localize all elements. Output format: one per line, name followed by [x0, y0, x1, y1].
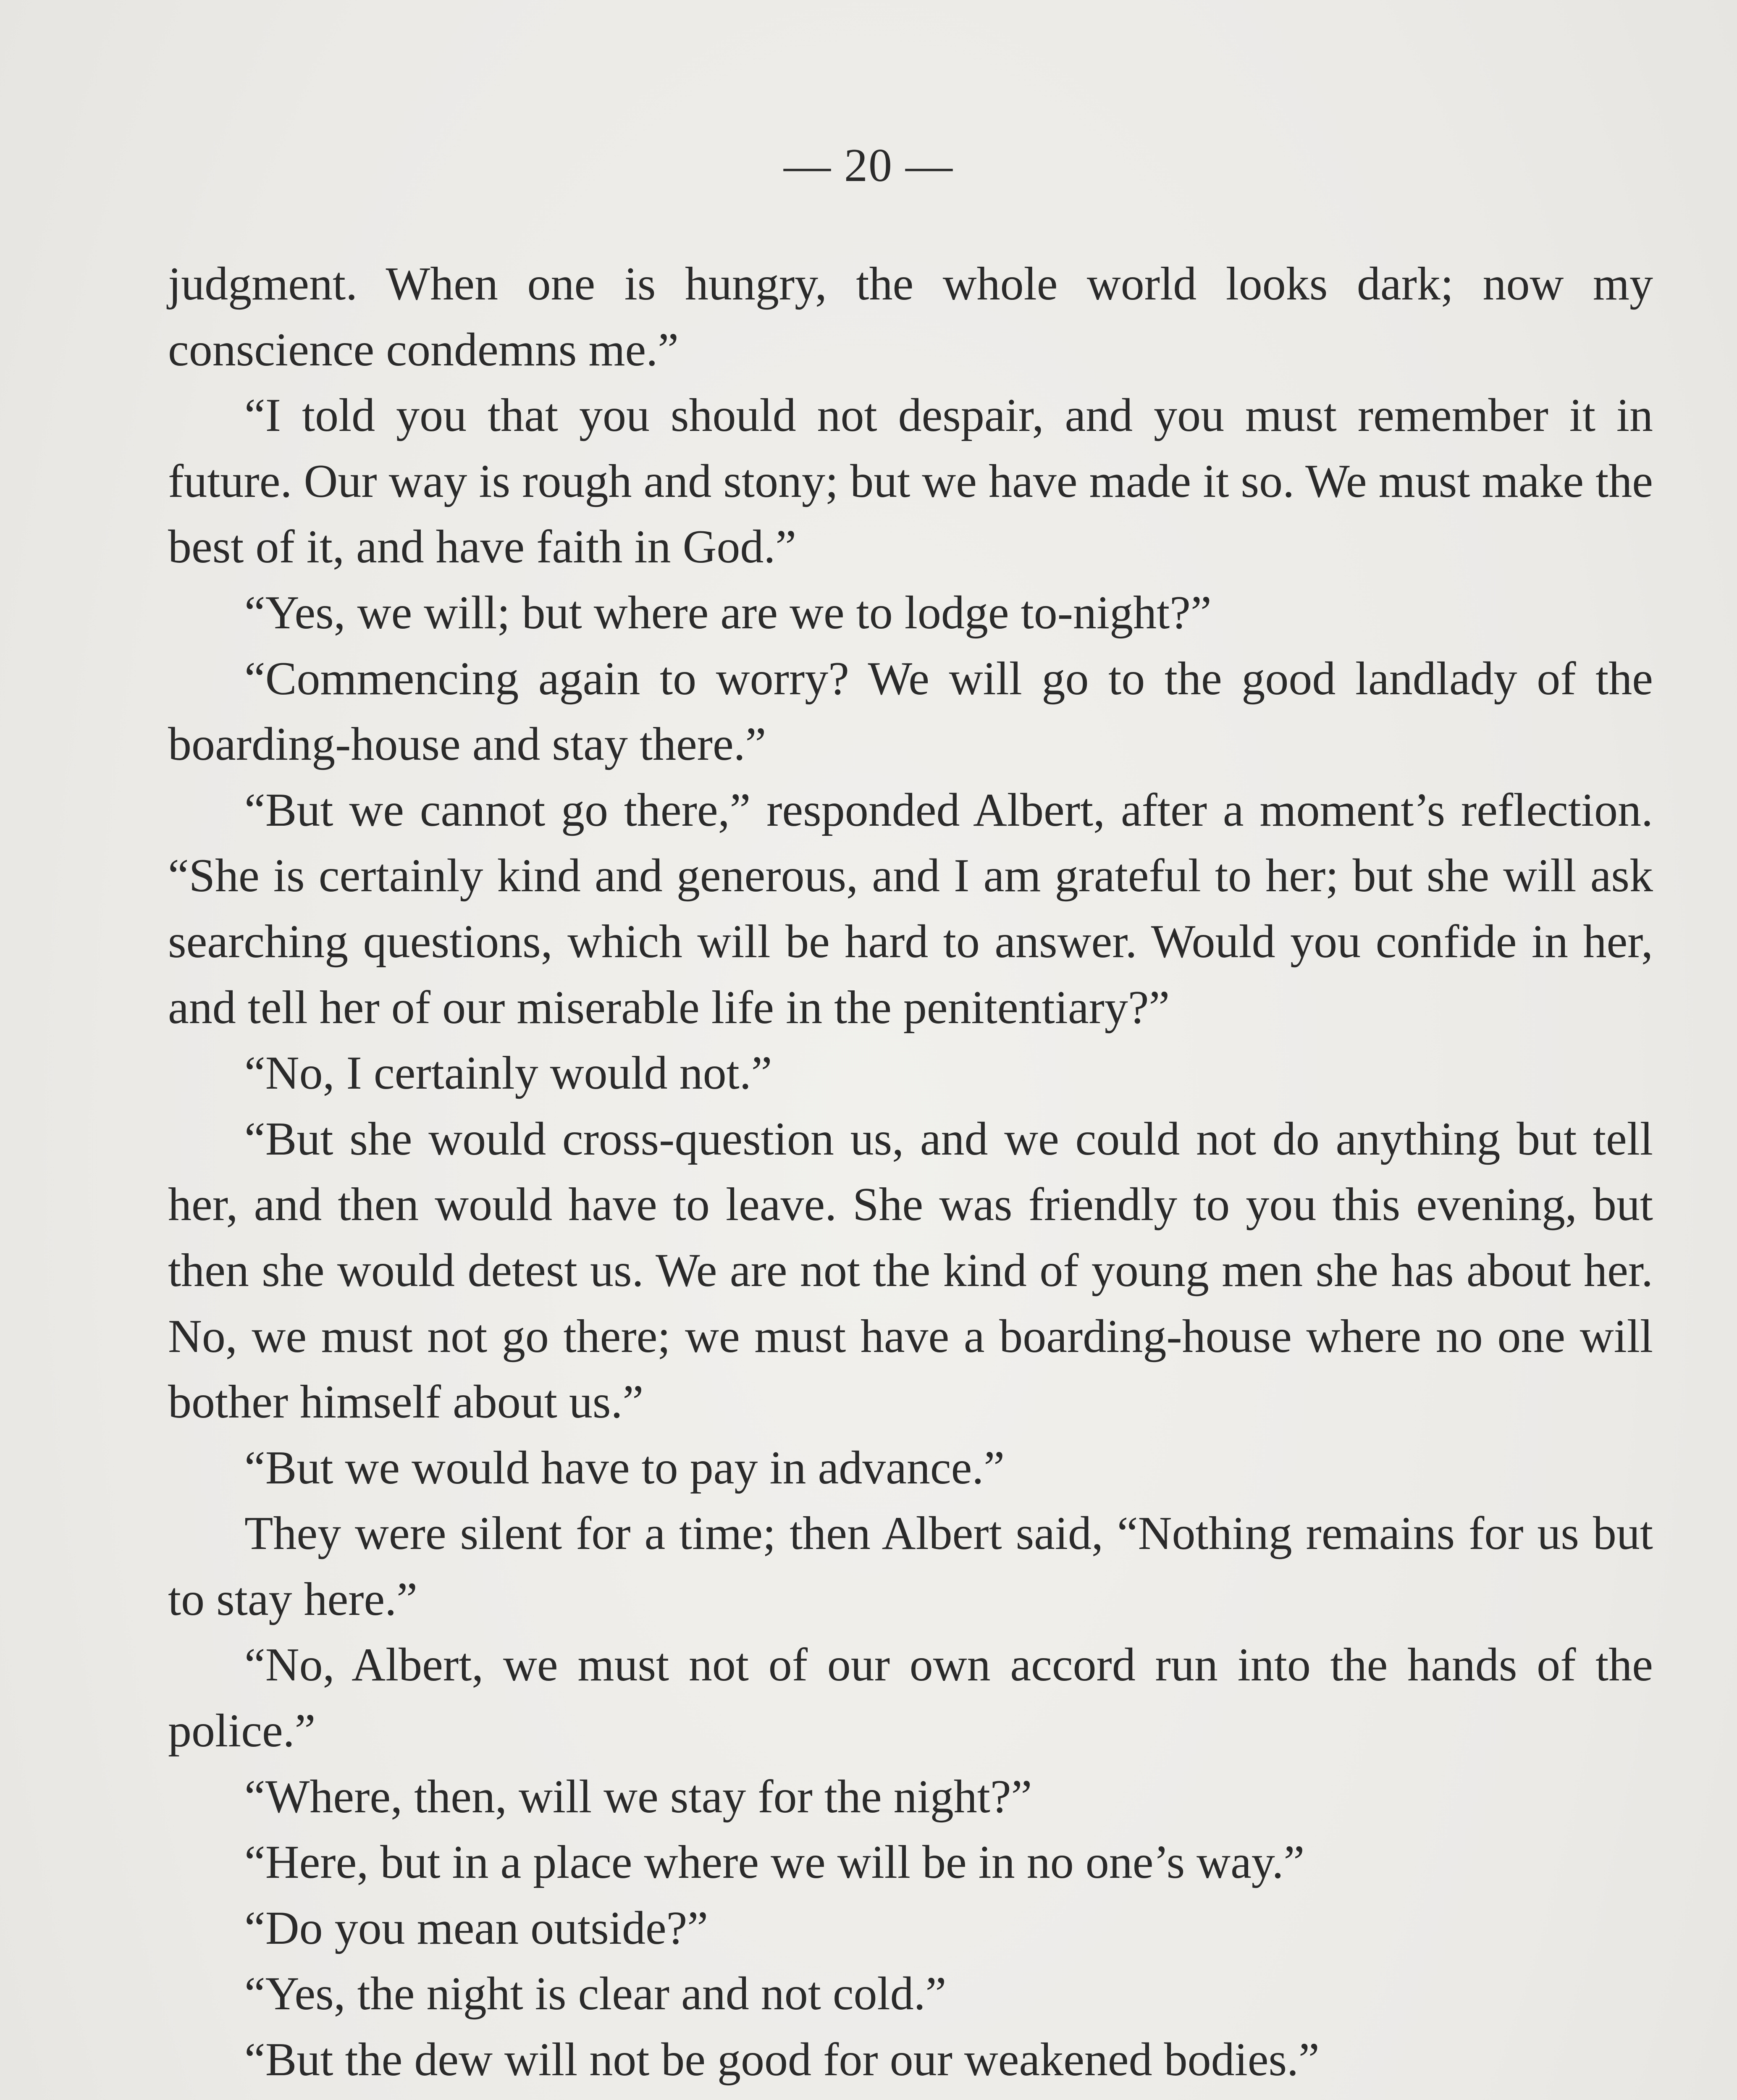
- paragraph: “No, I certainly would not.”: [244, 1047, 772, 1100]
- paragraph: “But we cannot go there,” responded Albert, after a moment’s reflection. “She is certainly kind and generous, and I am grateful to her; but she will ask searching questions, which will be hard to answer. Would you confide in her, and tell her of our miserable life in the penitentiary?”: [168, 784, 1653, 1034]
- paragraph: “But we would have to pay in advance.”: [244, 1441, 1005, 1494]
- paragraph: “Yes, the night is clear and not cold.”: [244, 1968, 947, 2020]
- body-text: [168, 251, 1653, 2100]
- paragraph: “Commencing again to worry? We will go to the good landlady of the boarding-house and stay there.”: [168, 652, 1653, 771]
- paragraph: “Here, but in a place where we will be in no one’s way.”: [244, 1836, 1305, 1889]
- paragraph: “I told you that you should not despair, and you must remember it in future. Our way is rough and stony; but we have made it so. We must make the best of it, and have faith in God.”: [168, 389, 1653, 573]
- paragraph: “But the dew will not be good for our weakened bodies.”: [244, 2034, 1320, 2086]
- paragraph: “Yes, we will; but where are we to lodge to-night?”: [244, 586, 1212, 639]
- paragraph: “No, Albert, we must not of our own accord run into the hands of the police.”: [168, 1639, 1653, 1757]
- paragraph: They were silent for a time; then Albert said, “Nothing remains for us but to stay here.”: [168, 1507, 1653, 1625]
- paragraph: judgment. When one is hungry, the whole world looks dark; now my conscience condemns me.”: [168, 258, 1653, 376]
- paragraph: “Do you mean outside?”: [244, 1902, 708, 1954]
- paragraph: [168, 2093, 1653, 2100]
- paragraph: “But she would cross-question us, and we could not do anything but tell her, and then would have to leave. She was friendly to you this evening, but then she would detest us. We are not the kind of young men she has about her. No, we must not go there; we must have a boarding-house where no one will bother himself about us.”: [168, 1113, 1653, 1428]
- paragraph: “Where, then, will we stay for the night?”: [244, 1770, 1032, 1823]
- page-number: — 20 —: [784, 139, 953, 192]
